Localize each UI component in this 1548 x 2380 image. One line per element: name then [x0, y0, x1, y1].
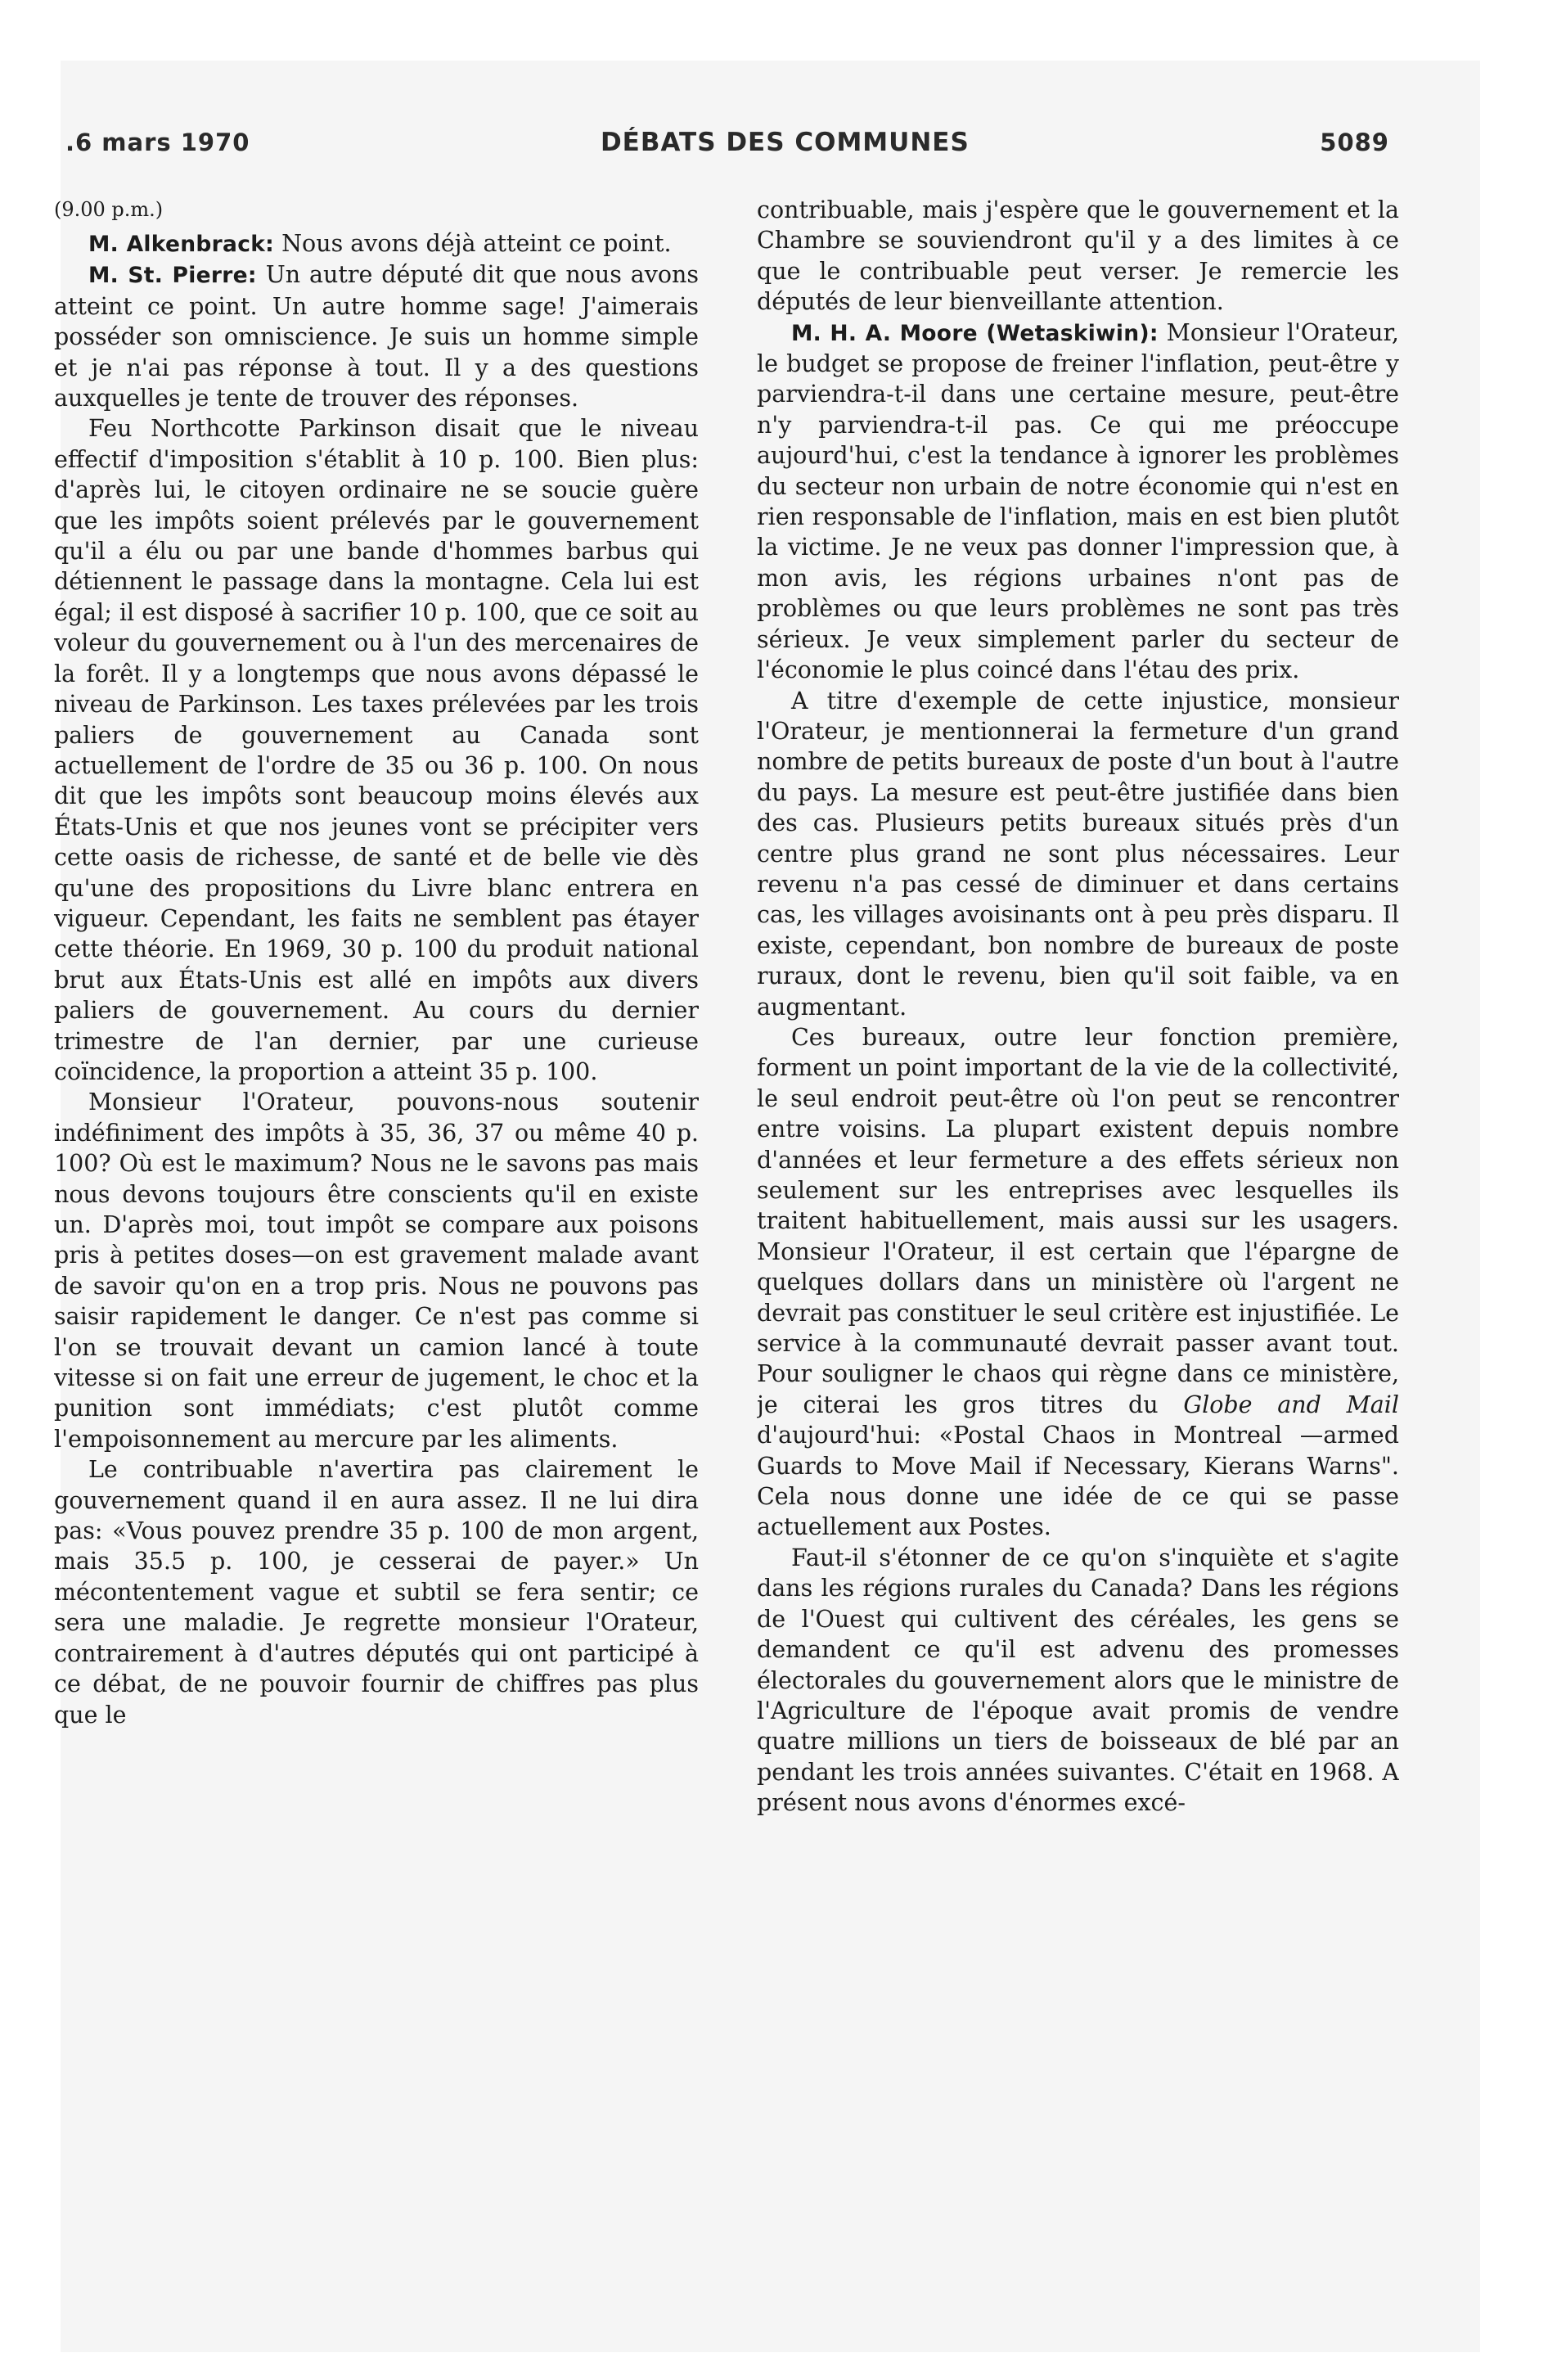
paragraph-alkenbrack [54, 228, 699, 259]
paragraph-with-citation [757, 1022, 1399, 1543]
left-column [54, 195, 699, 2274]
speaker-name: M. H. A. Moore (Wetaskiwin): [791, 320, 1159, 346]
speaker-name: M. Alkenbrack: [88, 232, 275, 257]
paragraph-text: Monsieur l'Orateur, le budget se propose de freiner l'inflation, peut-être y parviendra-t-il dans une certaine mesure, peut-être n'y parviendra-t-il pas. Ce qui me préoccupe aujourd'hui, c'est la tendance à ignorer les problèmes du secteur non urbain de notre économie qui n'est en rien responsable de l'inflation, mais en est bien plutôt la victime. Je ne veux pas donner l'impression que, à mon avis, les régions urbaines n'ont pas de problèmes ou que leurs problèmes ne sont pas très sérieux. Je veux simplement parler du secteur de l'économie le plus coincé dans l'étau des prix. [757, 318, 1399, 684]
paragraph: Le contribuable n'avertira pas clairement le gouvernement quand il en aura assez. Il ne lui dira pas: «Vous pouvez prendre 35 p. 100 de mon argent, mais 35.5 p. 100, je cesserai de payer.» Un mécontentement vague et subtil se fera sentir; ce sera une maladie. Je regrette monsieur l'Orateur, contrairement à d'autres députés qui ont participé à ce débat, de ne pouvoir fournir de chiffres pas plus que le [54, 1456, 699, 1729]
newspaper-title: Globe and Mail [1183, 1391, 1399, 1418]
header-page-number: 5089 [1320, 128, 1389, 156]
paragraph: Faut-il s'étonner de ce qu'on s'inquiète et s'agite dans les régions rurales du Canada? Dans les régions de l'Ouest qui cultivent des céréales, les gens se demandent ce qu'il est advenu des promesses électorales du gouvernement alors que le ministre de l'Agriculture de l'époque avait promis de vendre quatre millions un tiers de boisseaux de blé par an pendant les trois années suivantes. C'était en 1968. A présent nous avons d'énormes excé- [757, 1544, 1399, 1817]
page-header [65, 128, 1389, 169]
paragraph-text: Nous avons déjà atteint ce point. [274, 230, 672, 257]
paragraph: A titre d'exemple de cette injustice, monsieur l'Orateur, je mentionnerai la fermeture d'un grand nombre de petits bureaux de poste d'un bout à l'autre du pays. La mesure est peut-être justifiée dans bien des cas. Plusieurs petits bureaux situés près d'un centre plus grand ne sont plus nécessaires. Leur revenu n'a pas cessé de diminuer et dans certains cas, les villages avoisinants ont à peu près disparu. Il existe, cependant, bon nombre de bureaux de poste ruraux, dont le revenu, bien qu'il soit faible, va en augmentant. [757, 687, 1399, 1021]
paragraph-text: Ces bureaux, outre leur fonction première, forment un point important de la vie de la collectivité, le seul endroit peut-être où l'on peut se rencontrer entre voisins. La plupart existent depuis nombre d'années et leur fermeture a des effets sérieux non seulement sur les entreprises avec lesquelles ils traitent habituellement, mais aussi sur les usagers. Monsieur l'Orateur, il est certain que l'épargne de quelques dollars dans un ministère où l'argent ne devrait pas constituer le seul critère est injustifiée. Le service à la communauté devrait passer avant tout. Pour souligner le chaos qui règne dans ce ministère, je citerai les gros titres du [757, 1023, 1399, 1418]
header-date: .6 mars 1970 [65, 128, 250, 156]
paragraph: Feu Northcotte Parkinson disait que le niveau effectif d'imposition s'établit à 10 p. 100. Bien plus: d'après lui, le citoyen ordinaire ne se soucie guère que les impôts soient prélevés par le gouvernement qu'il a élu ou par une bande d'hommes barbus qui détiennent le passage dans la montagne. Cela lui est égal; il est disposé à sacrifier 10 p. 100, que ce soit au voleur du gouvernement ou à l'un des mercenaires de la forêt. Il y a longtemps que nous avons dépassé le niveau de Parkinson. Les taxes prélevées par les trois paliers de gouvernement au Canada sont actuellement de l'ordre de 35 ou 36 p. 100. On nous dit que les impôts sont beaucoup moins élevés aux États-Unis et que nos jeunes vont se précipiter vers cette oasis de richesse, de santé et de belle vie dès qu'une des propositions du Livre blanc entrera en vigueur. Cependant, les faits ne semblent pas étayer cette théorie. En 1969, 30 p. 100 du produit national brut aux États-Unis est allé en impôts aux divers paliers de gouvernement. Au cours du dernier trimestre de l'an dernier, par une curieuse coïncidence, la proportion a atteint 35 p. 100. [54, 415, 699, 1085]
right-column [757, 195, 1399, 2274]
paragraph-text: Un autre député dit que nous avons atteint ce point. Un autre homme sage! J'aimerais posséder son omniscience. Je suis un homme simple et je n'ai pas réponse à tout. Il y a des questions auxquelles je tente de trouver des réponses. [54, 261, 699, 412]
paragraph-moore [757, 318, 1399, 686]
paragraph-continuation: contribuable, mais j'espère que le gouvernement et la Chambre se souviendront qu'il y a des limites à ce que le contribuable peut verser. Je remercie les députés de leur bienveillante attention. [757, 196, 1399, 316]
paragraph: Monsieur l'Orateur, pouvons-nous soutenir indéfiniment des impôts à 35, 36, 37 ou même 40 p. 100? Où est le maximum? Nous ne le savons pas mais nous devons toujours être conscients qu'il en existe un. D'après moi, tout impôt se compare aux poisons pris à petites doses—on est gravement malade avant de savoir qu'on en a trop pris. Nous ne pouvons pas saisir rapidement le danger. Ce n'est pas comme si l'on se trouvait devant un camion lancé à toute vitesse si on fait une erreur de jugement, le choc et la punition sont immédiats; c'est plutôt comme l'empoisonnement au mercure par les aliments. [54, 1089, 699, 1453]
speaker-name: M. St. Pierre: [88, 263, 257, 289]
timestamp: (9.00 p.m.) [54, 198, 164, 221]
paragraph-text: d'aujourd'hui: «Postal Chaos in Montreal —armed Guards to Move Mail if Necessary, Kierans Warns". Cela nous donne une idée de ce qui se passe actuellement aux Postes. [757, 1422, 1399, 1541]
header-title: DÉBATS DES COMMUNES [600, 128, 970, 157]
paragraph-st-pierre [54, 259, 699, 413]
